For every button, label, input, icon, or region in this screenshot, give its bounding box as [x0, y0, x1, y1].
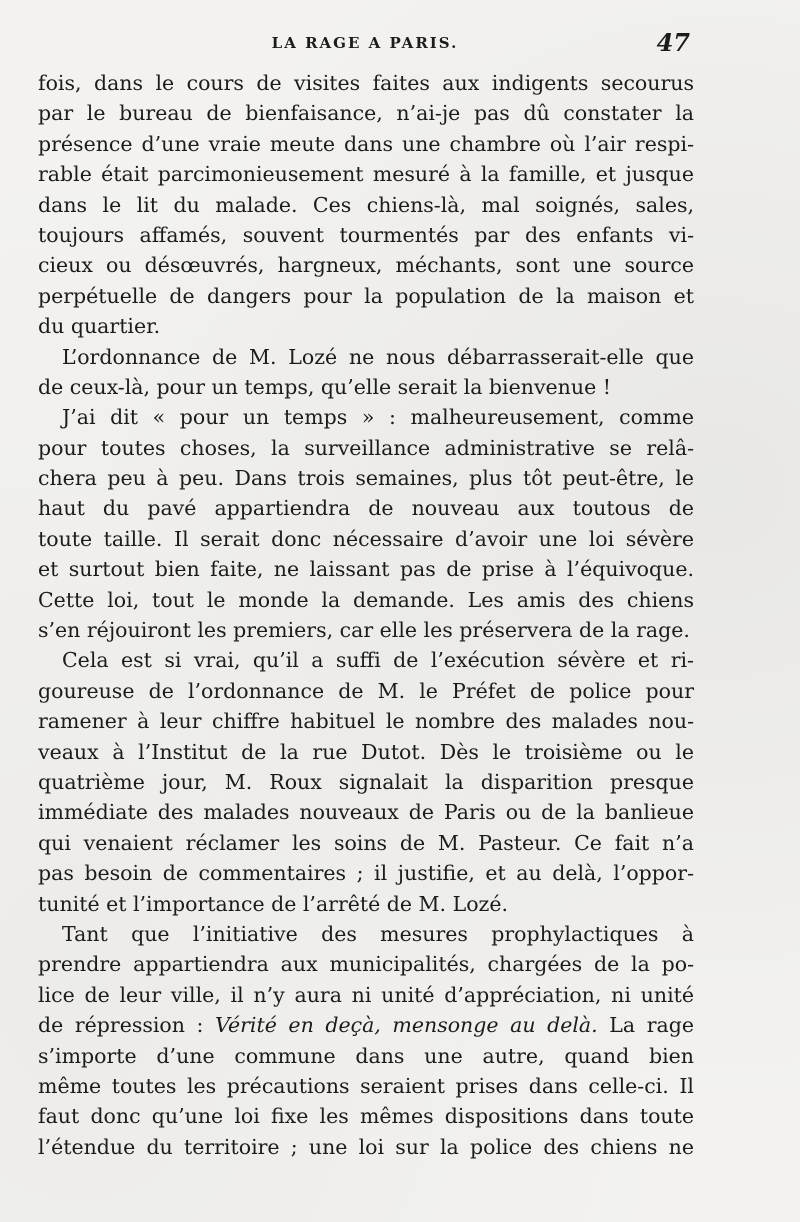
- text-line: perpétuelle de dangers pour la population de la maison et: [38, 283, 694, 308]
- text-line: qui venaient réclamer les soins de M. Pasteur. Ce fait n’a: [38, 830, 694, 855]
- text-line: goureuse de l’ordonnance de M. le Préfet de police pour: [38, 678, 694, 703]
- text-line: dans le lit du malade. Ces chiens-là, mal soignés, sales,: [38, 192, 694, 217]
- text-line: prendre appartiendra aux municipalités, chargées de la po-: [38, 952, 694, 977]
- text-line: chera peu à peu. Dans trois semaines, plus tôt peut-être, le: [38, 466, 694, 491]
- text-line: haut du pavé appartiendra de nouveau aux toutous de: [38, 496, 694, 521]
- text-line: par le bureau de bienfaisance, n’ai-je pas dû constater la: [38, 101, 694, 126]
- text-line: Tant que l’initiative des mesures prophylactiques à: [62, 921, 694, 946]
- text-line: veaux à l’Institut de la rue Dutot. Dès le troisième ou le: [38, 739, 694, 764]
- text-line: [38, 1010, 694, 1040]
- running-title: LA RAGE A PARIS.: [271, 34, 459, 52]
- running-head: [40, 28, 690, 58]
- text-line: cieux ou désœuvrés, hargneux, méchants, sont une source: [38, 253, 694, 278]
- text-segment: de répression :: [38, 1013, 204, 1038]
- text-line: l’étendue du territoire ; une loi sur la police des chiens ne: [38, 1134, 694, 1159]
- page-number: 47: [656, 28, 690, 57]
- text-line: rable était parcimonieusement mesuré à la famille, et jusque: [38, 162, 694, 187]
- text-line: faut donc qu’une loi fixe les mêmes dispositions dans toute: [38, 1104, 694, 1129]
- text-line: immédiate des malades nouveaux de Paris ou de la banlieue: [38, 800, 694, 825]
- body-text: [38, 68, 694, 1162]
- text-line: présence d’une vraie meute dans une chambre où l’air respi-: [38, 131, 694, 156]
- text-line: s’en réjouiront les premiers, car elle les préservera de la rage.: [38, 618, 690, 643]
- text-line: ramener à leur chiffre habituel le nombre des malades nou-: [38, 709, 694, 734]
- text-line: Cela est si vrai, qu’il a suffi de l’exécution sévère et ri-: [62, 648, 694, 673]
- text-line: du quartier.: [38, 314, 161, 339]
- text-line: toute taille. Il serait donc nécessaire d’avoir une loi sévère: [38, 526, 694, 551]
- text-line: Cette loi, tout le monde la demande. Les amis des chiens: [38, 587, 694, 612]
- text-segment: La rage: [609, 1013, 694, 1038]
- text-line: même toutes les précautions seraient prises dans celle-ci. Il: [38, 1073, 694, 1098]
- text-line: tunité et l’importance de l’arrêté de M. Lozé.: [38, 891, 508, 916]
- text-line: lice de leur ville, il n’y aura ni unité d’appréciation, ni unité: [38, 982, 694, 1007]
- text-line: de ceux-là, pour un temps, qu’elle serait la bienvenue !: [38, 374, 611, 399]
- text-line: pour toutes choses, la surveillance administrative se relâ-: [38, 435, 694, 460]
- italic-quote: Vérité en deçà, mensonge au delà.: [215, 1013, 598, 1038]
- text-line: fois, dans le cours de visites faites aux indigents secourus: [38, 71, 694, 95]
- text-line: J’ai dit « pour un temps » : malheureusement, comme: [62, 405, 694, 430]
- text-line: L’ordonnance de M. Lozé ne nous débarrasserait-elle que: [62, 344, 694, 369]
- text-line: pas besoin de commentaires ; il justifie, et au delà, l’oppor-: [38, 861, 694, 886]
- text-line: et surtout bien faite, ne laissant pas de prise à l’équivoque.: [38, 557, 694, 582]
- text-line: toujours affamés, souvent tourmentés par des enfants vi-: [38, 222, 694, 247]
- text-line: quatrième jour, M. Roux signalait la disparition presque: [38, 769, 694, 794]
- text-line: s’importe d’une commune dans une autre, quand bien: [38, 1043, 694, 1068]
